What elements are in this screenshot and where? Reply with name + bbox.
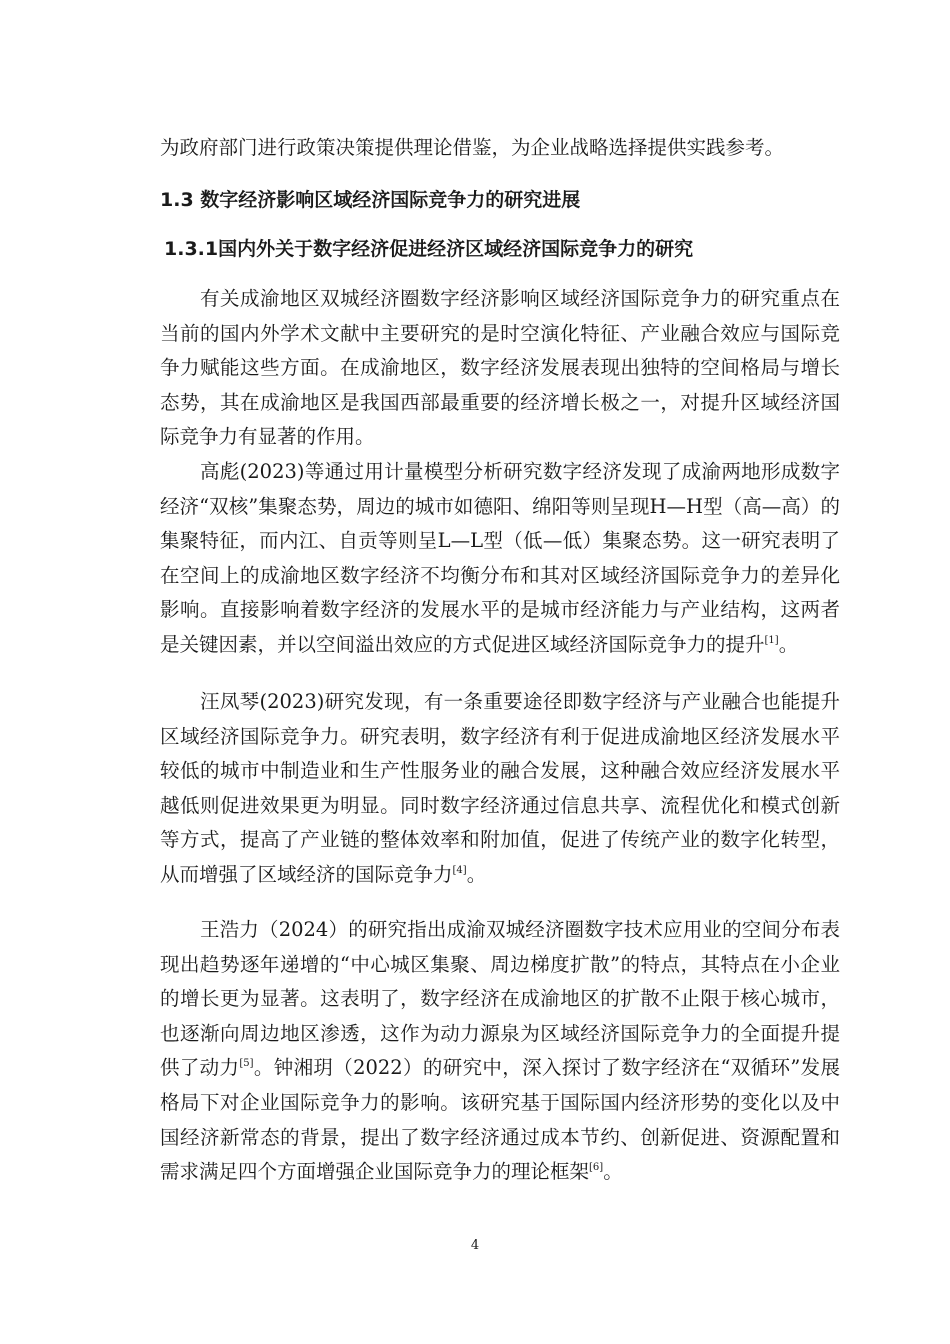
- citation-ref: [4]: [452, 864, 467, 876]
- paragraph-4: [160, 913, 840, 1190]
- citation-ref: [5]: [239, 1058, 254, 1070]
- paragraph-3: [160, 685, 840, 893]
- paragraph-1: [160, 282, 840, 455]
- paragraph-3-end: 。: [466, 862, 487, 886]
- citation-ref: [6]: [589, 1162, 604, 1174]
- paragraph-4-text: 王浩力（2024）的研究指出成渝双城经济圈数字技术应用业的空间分布表现出趋势逐年递增的“中心城区集聚、周边梯度扩散”的特点，其特点在小企业的增长更为显著。这表明了，数字经济在成渝地区的扩散不止限于核心城市，也逐渐向周边地区渗透，这作为动力源泉为区域经济国际竞争力的全面提升提供了动力: [160, 918, 840, 1080]
- paragraph-2-text: 高彪(2023)等通过用计量模型分析研究数字经济发现了成渝两地形成数字经济“双核”集聚态势，周边的城市如德阳、绵阳等则呈现H—H型（高—高）的集聚特征，而内江、自贡等则呈L—L型（低—低）集聚态势。这一研究表明了在空间上的成渝地区数字经济不均衡分布和其对区域经济国际竞争力的差异化影响。直接影响着数字经济的发展水平的是城市经济能力与产业结构，这两者是关键因素，并以空间溢出效应的方式促进区域经济国际竞争力的提升: [160, 460, 840, 656]
- paragraph-2: [160, 455, 840, 663]
- lead-line: 为政府部门进行政策决策提供理论借鉴，为企业战略选择提供实践参考。: [160, 136, 785, 159]
- subsection-heading-1-3-1: 1.3.1国内外关于数字经济促进经济区域经济国际竞争力的研究: [164, 238, 694, 260]
- paragraph-2-end: 。: [778, 632, 799, 656]
- citation-ref: [1]: [764, 634, 779, 646]
- page-number: 4: [470, 1238, 480, 1253]
- paragraph-3-text: 汪凤琴(2023)研究发现，有一条重要途径即数字经济与产业融合也能提升区域经济国际竞争力。研究表明，数字经济有利于促进成渝地区经济发展水平较低的城市中制造业和生产性服务业的融合发展，这种融合效应经济发展水平越低则促进效果更为明显。同时数字经济通过信息共享、流程优化和模式创新等方式，提高了产业链的整体效率和附加值，促进了传统产业的数字化转型，从而增强了区域经济的国际竞争力: [160, 690, 840, 886]
- paragraph-4-end: 。: [603, 1160, 623, 1184]
- section-heading-1-3: 1.3 数字经济影响区域经济国际竞争力的研究进展: [160, 189, 581, 211]
- paragraph-4-mid: 。钟湘玥（2022）的研究中，深入探讨了数字经济在“双循环”发展格局下对企业国际竞争力的影响。该研究基于国际国内经济形势的变化以及中国经济新常态的背景，提出了数字经济通过成本节约、创新促进、资源配置和需求满足四个方面增强企业国际竞争力的理论框架: [160, 1056, 840, 1184]
- paragraph-1-text: 有关成渝地区双城经济圈数字经济影响区域经济国际竞争力的研究重点在当前的国内外学术文献中主要研究的是时空演化特征、产业融合效应与国际竞争力赋能这些方面。在成渝地区，数字经济发展表现出独特的空间格局与增长态势，其在成渝地区是我国西部最重要的经济增长极之一，对提升区域经济国际竞争力有显著的作用。: [160, 287, 840, 449]
